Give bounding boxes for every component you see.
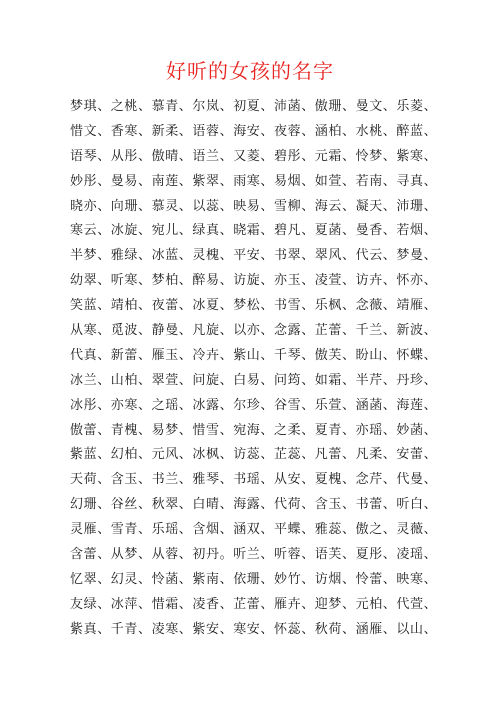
names-line: 寒云、冰旋、宛儿、绿真、晓霜、碧凡、夏菡、曼香、若烟、 (70, 223, 438, 239)
names-line: 幻珊、谷丝、秋翠、白晴、海露、代荷、含玉、书蕾、听白、 (70, 497, 438, 513)
names-line: 冰彤、亦寒、之瑶、冰露、尔珍、谷雪、乐萱、涵菡、海莲、 (70, 397, 438, 413)
names-line: 半梦、雅绿、冰蓝、灵槐、平安、书翠、翠风、代云、梦曼、 (70, 248, 438, 264)
names-line: 幼翠、听寒、梦柏、醉易、访旋、亦玉、凌萱、访卉、怀亦、 (70, 273, 438, 289)
names-line: 冰兰、山柏、翠萱、问旋、白易、问筠、如霜、半芹、丹珍、 (70, 372, 438, 388)
page-title: 好听的女孩的名字 (166, 59, 334, 83)
names-line: 含蕾、从梦、从蓉、初丹。听兰、听蓉、语芙、夏彤、凌瑶、 (70, 547, 438, 563)
names-line: 友绿、冰萍、惜霜、凌香、芷蕾、雁卉、迎梦、元柏、代萱、 (70, 596, 438, 612)
names-list (70, 95, 450, 643)
names-line: 惜文、香寒、新柔、语蓉、海安、夜蓉、涵柏、水桃、醉蓝、 (70, 123, 438, 139)
names-line: 语琴、从彤、傲晴、语兰、又菱、碧彤、元霜、怜梦、紫寒、 (70, 148, 438, 164)
names-line: 从寒、觅波、静曼、凡旋、以亦、念露、芷蕾、千兰、新波、 (70, 323, 438, 339)
names-line: 晓亦、向珊、慕灵、以蕊、映易、雪柳、海云、凝天、沛珊、 (70, 198, 438, 214)
names-line: 傲蕾、青槐、易梦、惜雪、宛海、之柔、夏青、亦瑶、妙菡、 (70, 422, 438, 438)
names-line: 妙彤、曼易、南莲、紫翠、雨寒、易烟、如萱、若南、寻真、 (70, 173, 438, 189)
names-line: 笑蓝、靖柏、夜蕾、冰夏、梦松、书雪、乐枫、念薇、靖雁、 (70, 298, 438, 314)
names-line: 紫蓝、幻柏、元风、冰枫、访蕊、芷蕊、凡蕾、凡柔、安蕾、 (70, 447, 438, 463)
names-line: 紫真、千青、凌寒、紫安、寒安、怀蕊、秋荷、涵雁、以山、 (70, 621, 438, 637)
names-line: 天荷、含玉、书兰、雅琴、书瑶、从安、夏槐、念芹、代曼、 (70, 472, 438, 488)
names-line: 忆翠、幻灵、怜菡、紫南、依珊、妙竹、访烟、怜蕾、映寒、 (70, 571, 438, 587)
names-line: 代真、新蕾、雁玉、冷卉、紫山、千琴、傲芙、盼山、怀蝶、 (70, 347, 438, 363)
names-line: 灵雁、雪青、乐瑶、含烟、涵双、平蝶、雅蕊、傲之、灵薇、 (70, 522, 438, 538)
names-line: 梦琪、之桃、慕青、尔岚、初夏、沛菡、傲珊、曼文、乐菱、 (70, 99, 438, 114)
